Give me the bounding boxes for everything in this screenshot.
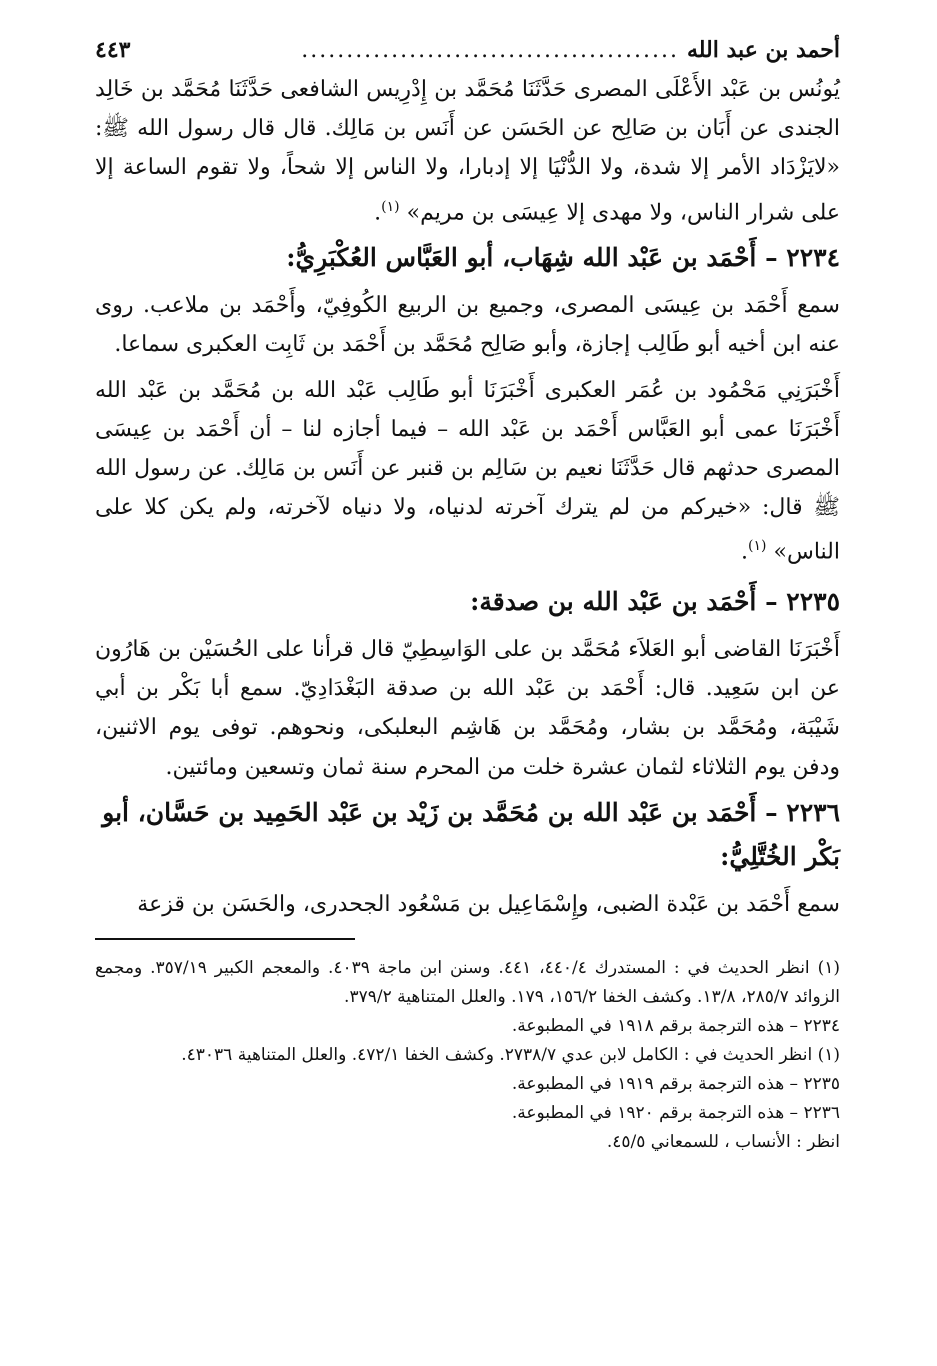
footnotes — [95, 954, 840, 1157]
running-title: أحمد بن عبد الله — [686, 37, 840, 63]
paragraph-entry-2234-bio: سمع أَحْمَد بن عِيسَى المصرى، وجميع بن الربيع الكُوفِيّ، وأَحْمَد بن ملاعب. روى عنه ابن أخيه أبو طَالِب إجازة، وأبو صَالِح مُحَمَّد بن أَحْمَد بن ثَابِت العكبرى سماعا. — [95, 293, 840, 358]
footnote-ansab: انظر : الأنساب ، للسمعاني ٤٥/٥. — [606, 1131, 840, 1152]
paragraph-end: . — [374, 199, 382, 225]
paragraph-entry-2235: أَخْبَرَنَا القاضى أبو العَلاَء مُحَمَّد بن على الوَاسِطِيّ قال قرأنا على الحُسَيْن بن هَارُون عن ابن سَعِيد. قال: أَحْمَد بن عَبْد الله بن صدقة البَغْدَادِيّ. سمع أبا بَكْر بن أبي شَيْبَة، ومُحَمَّد بن بشار، ومُحَمَّد بن هَاشِم البعلبكى، ونحوهم. توفى يوم الاثنين، ودفن يوم الثلاثاء لثمان عشرة خلت من المحرم سنة ثمان وتسعين ومائتين. — [95, 636, 840, 780]
footnote-2236: ٢٢٣٦ – هذه الترجمة برقم ١٩٢٠ في المطبوعة. — [511, 1102, 840, 1123]
paragraph-hadith-2 — [95, 371, 840, 572]
entry-title-2235: ٢٢٣٥ – أَحْمَد بن عَبْد الله بن صدقة: — [470, 586, 840, 616]
entry-title-2234: ٢٢٣٤ – أَحْمَد بن عَبْد الله شِهَاب، أبو العَبَّاس العُكْبَرِيُّ: — [286, 243, 840, 273]
paragraph-text: أَخْبَرَنِي مَحْمُود بن عُمَر العكبرى أَخْبَرَنَا أبو طَالِب عَبْد الله بن مُحَمَّد بن عَبْد الله أَخْبَرَنَا عمى أبو العَبَّاس أَحْمَد بن عَبْد الله – فيما أجازه لنا – أن أَحْمَد بن عِيسَى المصرى حدثهم قال حَدَّثَنَا نعيم بن سَالِم بن قنبر عن أَنَس بن مَالِك. عن رسول الله ﷺ قال: «خيركم من لم يترك آخرته لدنياه، ولا دنياه لآخرته، ولم يكن كلا على الناس» — [95, 377, 840, 565]
page-number: ٤٤٣ — [95, 37, 131, 63]
header-leader-dots: .......................................... — [301, 38, 679, 63]
paragraph-entry-2236: سمع أَحْمَد بن عَبْدة الضبى، وإِسْمَاعِيل بن مَسْعُود الجحدرى، والحَسَن بن قزعة — [137, 891, 840, 917]
footnote-divider — [95, 938, 355, 940]
entry-title-2236: ٢٢٣٦ – أَحْمَد بن عَبْد الله بن مُحَمَّد بن زَيْد بن عَبْد الحَمِيد بن حَسَّان، أبو بَكْر الخُتَّلِيُّ: — [102, 797, 840, 871]
footnote-2234: ٢٢٣٤ – هذه الترجمة برقم ١٩١٨ في المطبوعة. — [511, 1015, 840, 1036]
footnote-ref: (١) — [381, 198, 400, 215]
running-header — [95, 30, 840, 70]
paragraph-hadith-1 — [95, 70, 840, 232]
paragraph-end: . — [741, 539, 749, 565]
footnote-1: (١) انظر الحديث في : المستدرك ٤٤٠/٤، ٤٤١. وسنن ابن ماجة ٤٠٣٩. والمعجم الكبير ٣٥٧/١٩. ومجمع الزوائد ٢٨٥/٧، ١٣/٨. وكشف الخفا ١٥٦/٢، ١٧٩. والعلل المتناهية ٣٧٩/٢. — [95, 957, 840, 1007]
footnote-2: (١) انظر الحديث في : الكامل لابن عدي ٢٧٣٨/٧. وكشف الخفا ٤٧٢/١. والعلل المتناهية ٤٣٠٣٦. — [181, 1044, 840, 1065]
footnote-ref: (١) — [748, 538, 767, 555]
book-page — [95, 30, 840, 1157]
footnote-2235: ٢٢٣٥ – هذه الترجمة برقم ١٩١٩ في المطبوعة. — [511, 1073, 840, 1094]
paragraph-text: يُونُس بن عَبْد الأَعْلَى المصرى حَدَّثَنَا مُحَمَّد بن إِدْرِيس الشافعى حَدَّثَنَا مُحَمَّد بن خَالِد الجندى عن أَبَان بن صَالِح عن الحَسَن عن أَنَس بن مَالِك. قال قال رسول الله ﷺ: «لايَزْدَاد الأمر إلا شدة، ولا الدُّنْيَا إلا إدبارا، ولا الناس إلا شحاً، ولا تقوم الساعة إلا على شرار الناس، ولا مهدى إلا عِيسَى بن مريم» — [95, 77, 840, 225]
